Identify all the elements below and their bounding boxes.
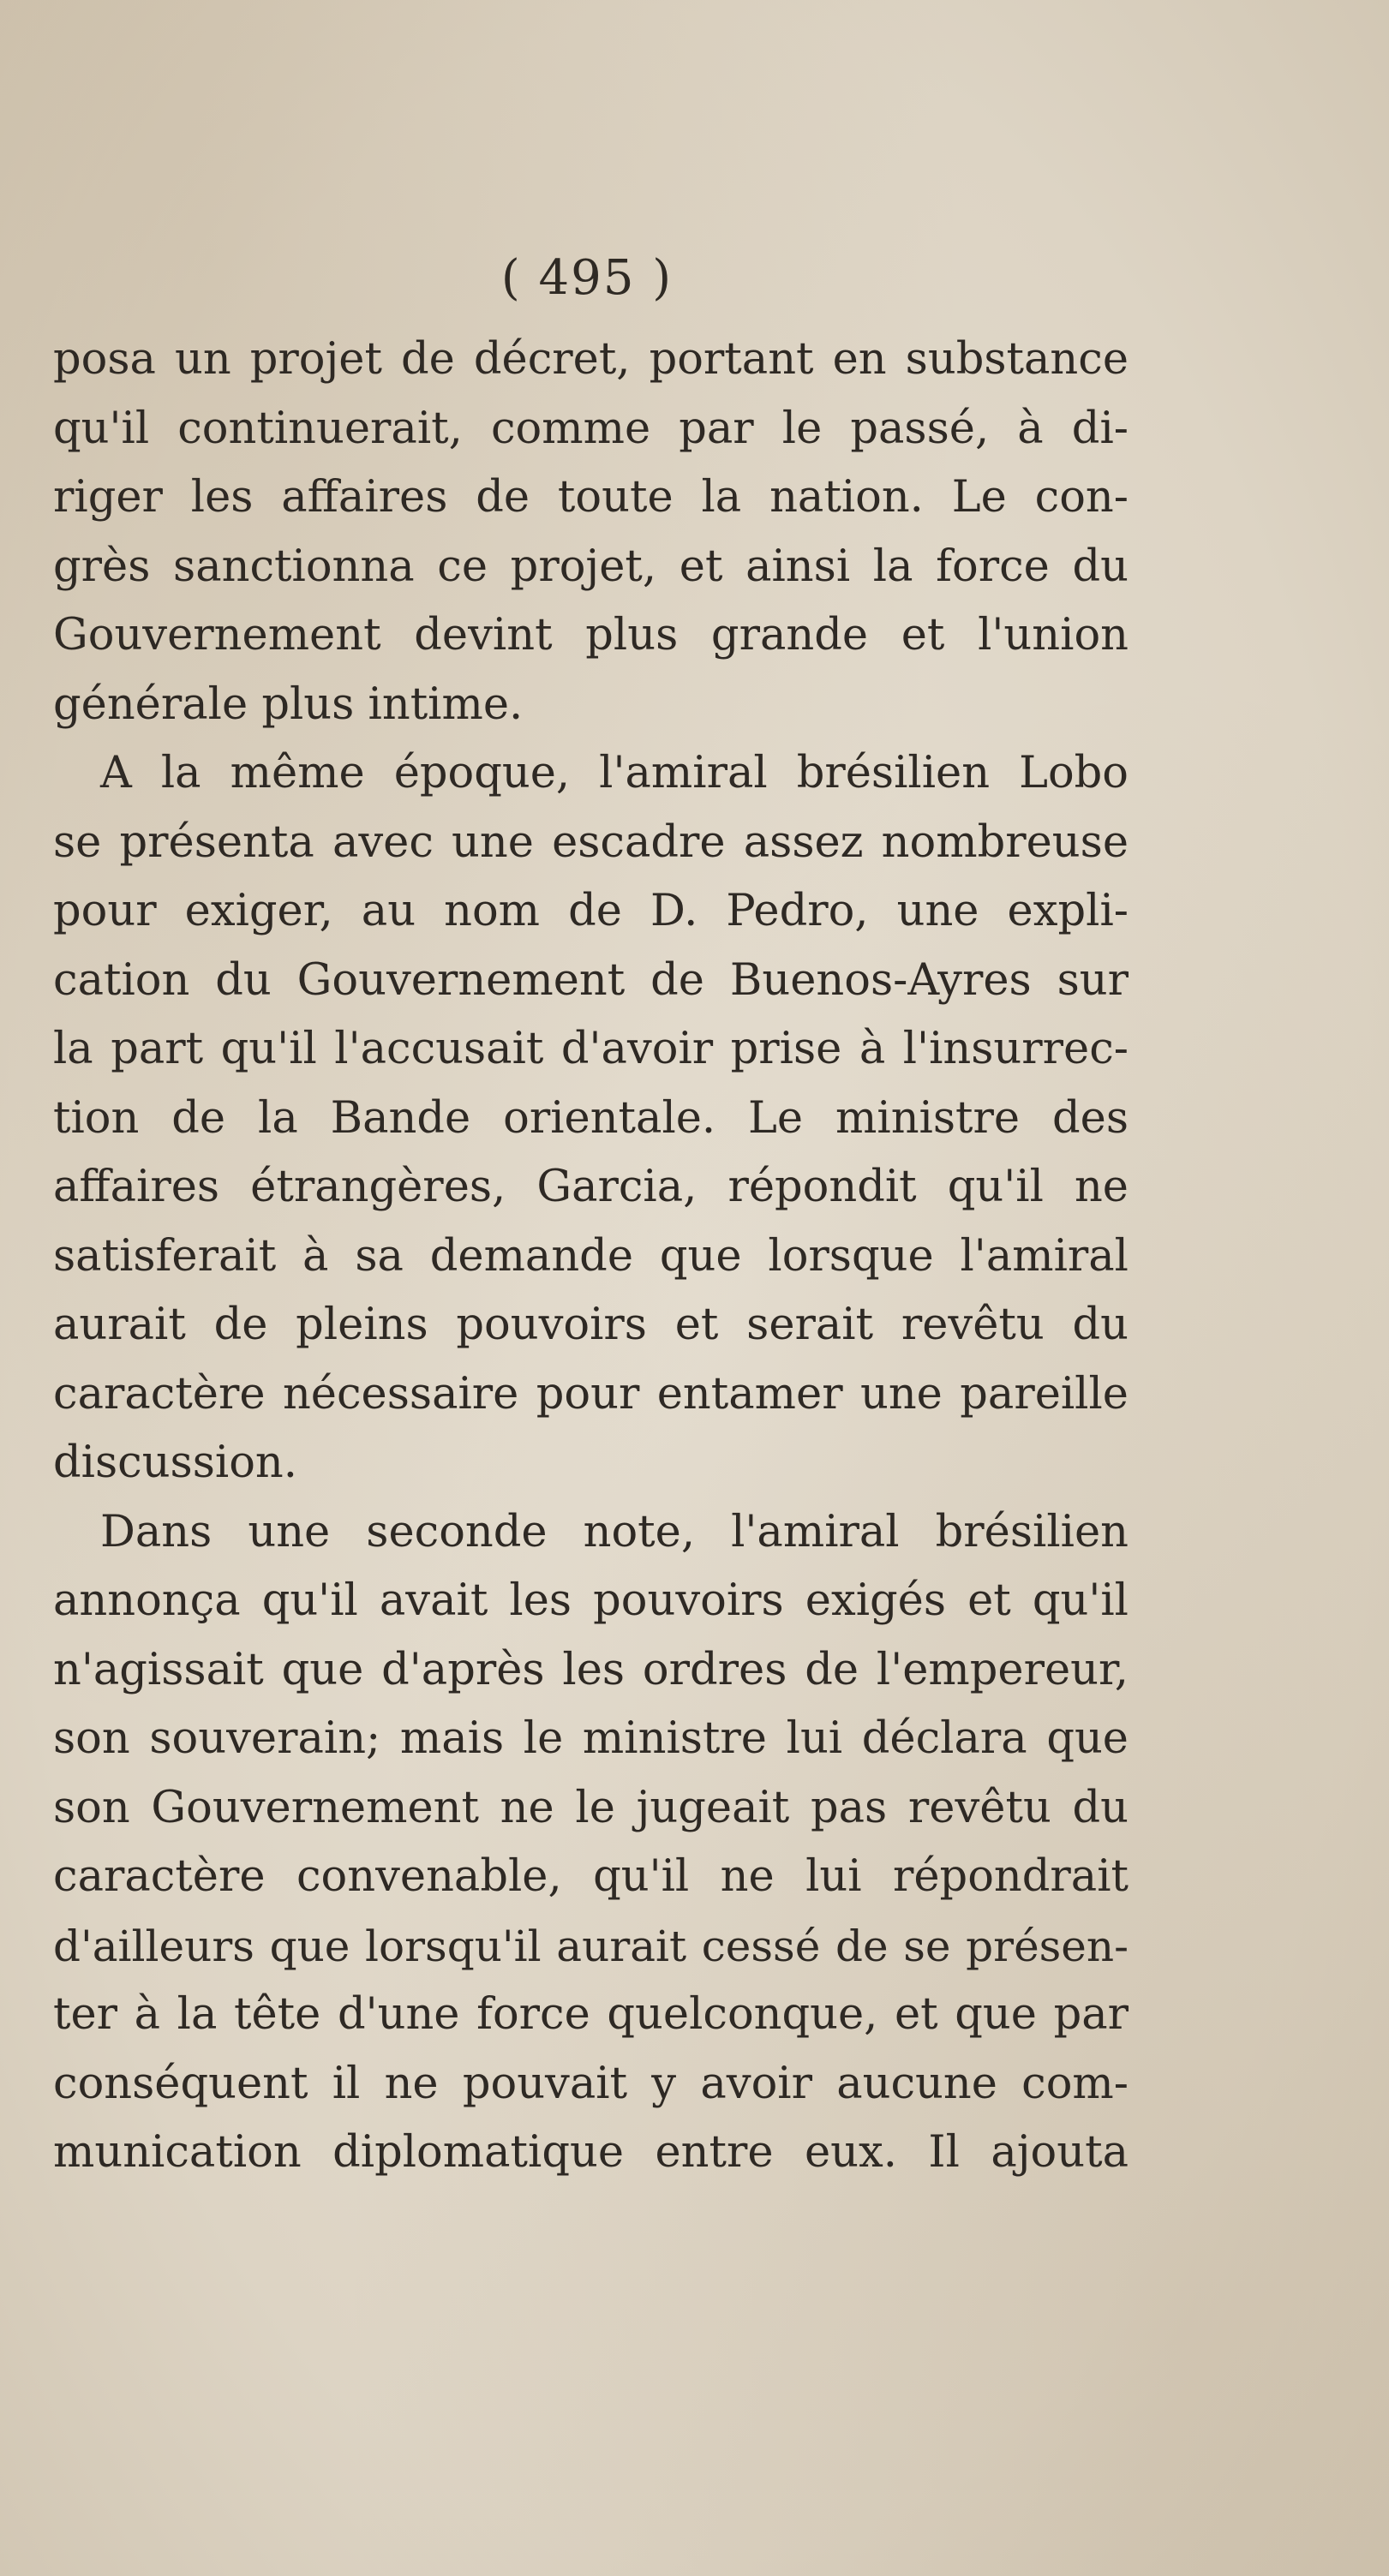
text-line: satisferait à sa demande que lorsque l'amiral xyxy=(53,1230,1129,1282)
text-line: caractère convenable, qu'il ne lui répondrait xyxy=(53,1851,1129,1902)
text-line: affaires étrangères, Garcia, répondit qu'il ne xyxy=(53,1162,1129,1212)
text-line: aurait de pleins pouvoirs et serait revêtu du xyxy=(53,1300,1129,1350)
text-line: grès sanctionna ce projet, et ainsi la force du xyxy=(53,541,1129,592)
text-line: annonça qu'il avait les pouvoirs exigés et qu'il xyxy=(53,1575,1129,1626)
text-line: caractère nécessaire pour entamer une pareille xyxy=(53,1368,1129,1419)
text-line: générale plus intime. xyxy=(53,678,524,730)
text-line: son Gouvernement ne le jugeait pas revêtu du xyxy=(53,1782,1129,1833)
text-line: Dans une seconde note, l'amiral brésilien xyxy=(100,1506,1129,1557)
text-line: riger les affaires de toute la nation. Le con- xyxy=(53,472,1129,523)
text-line: son souverain; mais le ministre lui déclara que xyxy=(53,1713,1129,1764)
text-line: discussion. xyxy=(53,1437,297,1488)
text-line: Gouvernement devint plus grande et l'union xyxy=(53,610,1129,660)
text-line: n'agissait que d'après les ordres de l'empereur, xyxy=(53,1644,1129,1695)
text-line: se présenta avec une escadre assez nombreuse xyxy=(53,816,1129,868)
text-line: A la même époque, l'amiral brésilien Lobo xyxy=(100,748,1129,798)
text-line: ter à la tête d'une force quelconque, et que par xyxy=(53,1989,1129,2040)
text-line: conséquent il ne pouvait y avoir aucune com- xyxy=(53,2058,1129,2109)
text-line: cation du Gouvernement de Buenos-Ayres sur xyxy=(53,954,1129,1006)
text-line: la part qu'il l'accusait d'avoir prise à l'insurrec- xyxy=(53,1024,1129,1074)
page-number: ( 495 ) xyxy=(500,250,674,306)
text-line: qu'il continuerait, comme par le passé, à di- xyxy=(53,403,1129,454)
text-line: tion de la Bande orientale. Le ministre des xyxy=(53,1092,1129,1144)
text-line: pour exiger, au nom de D. Pedro, une expli- xyxy=(53,886,1129,936)
body-text xyxy=(53,326,1129,2188)
text-line: posa un projet de décret, portant en substance xyxy=(53,334,1129,385)
text-line: d'ailleurs que lorsqu'il aurait cessé de se présen- xyxy=(53,1921,1129,1971)
text-line: munication diplomatique entre eux. Il ajouta xyxy=(53,2127,1129,2178)
